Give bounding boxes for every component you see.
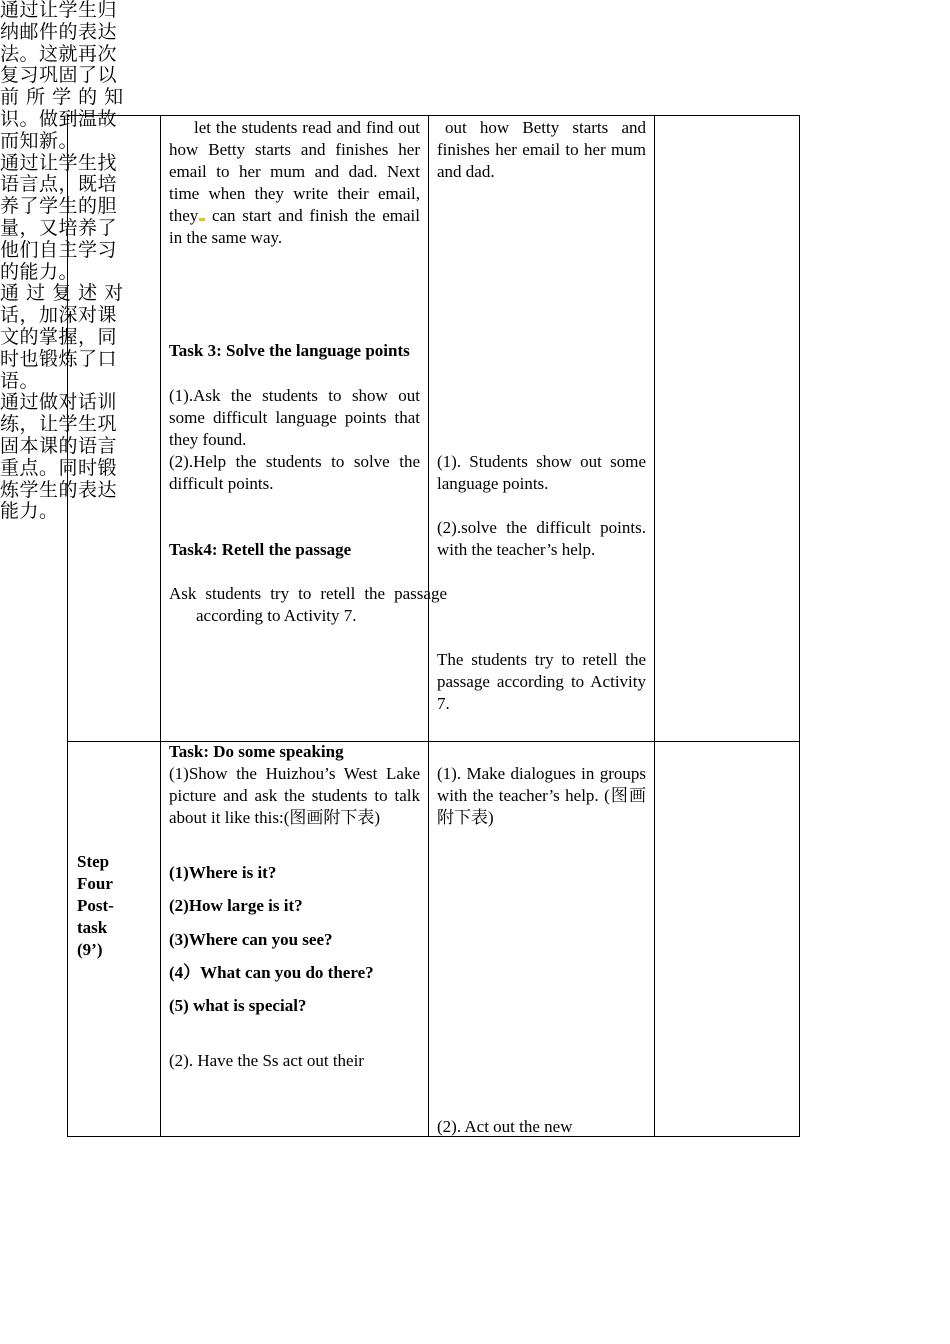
- speaking-task-intro: (1)Show the Huizhou’s West Lake picture and ask the students to talk about it like this:(图画附下表): [169, 764, 420, 827]
- purpose-text-2: 通过让学生找 语言点，既培 养了学生的胆 量，又培养了 他们自主学习 的能力。: [0, 151, 118, 283]
- task3-title: Task 3: Solve the language points: [169, 341, 410, 360]
- student-text-2: (1). Students show out some language points.: [437, 452, 646, 493]
- step-label: Step Four Post- task (9’): [77, 852, 114, 959]
- purpose-cell-row2: [655, 742, 800, 1137]
- question-1: (1)Where is it?: [169, 863, 277, 882]
- student-text-4: The students try to retell the passage according to Activity 7.: [437, 650, 646, 713]
- student-dialogue-text: (1). Make dialogues in groups with the teacher’s help. (图画附下表): [437, 764, 646, 827]
- student-text-1: out how Betty starts and finishes her email to her mum and dad.: [437, 118, 646, 181]
- question-3: (3)Where can you see?: [169, 930, 333, 949]
- task4-body: Ask students try to retell the passage according to Activity 7.: [169, 584, 447, 625]
- teacher-intro-text: let the students read and find out how Betty starts and finishes her email to her mum and dad. Next time when they write their email, they can start and finish the email in the same way.: [169, 118, 420, 247]
- student-text-3: (2).solve the difficult points. with the teacher’s help.: [437, 518, 646, 559]
- question-2: (2)How large is it?: [169, 896, 303, 915]
- step-cell-row1: [68, 116, 161, 742]
- question-4: (4）What can you do there?: [169, 963, 374, 982]
- purpose-text-4: 通过做对话训 练，让学生巩 固本课的语言 重点。同时锻 炼学生的表达 能力。: [0, 391, 118, 523]
- speaking-task-item-2: (2). Have the Ss act out their: [169, 1051, 364, 1070]
- question-5: (5) what is special?: [169, 996, 307, 1015]
- task3-item-1: (1).Ask the students to show out some difficult language points that they found.: [169, 386, 420, 449]
- purpose-text-3: 通 过 复 述 对 话，加深对课 文的掌握，同 时也锻炼了口 语。: [0, 282, 124, 392]
- speaking-task-title: Task: Do some speaking: [169, 742, 344, 761]
- purpose-text-1: 通过让学生归 纳邮件的表达 法。这就再次 复习巩固了以 前 所 学 的 知 识。做到温故 而知新。: [0, 0, 124, 152]
- task3-item-2: (2).Help the students to solve the difficult points.: [169, 452, 420, 493]
- task4-title: Task4: Retell the passage: [169, 540, 352, 559]
- purpose-cell-row1: [655, 116, 800, 742]
- student-act-out-text: (2). Act out the new: [437, 1117, 573, 1136]
